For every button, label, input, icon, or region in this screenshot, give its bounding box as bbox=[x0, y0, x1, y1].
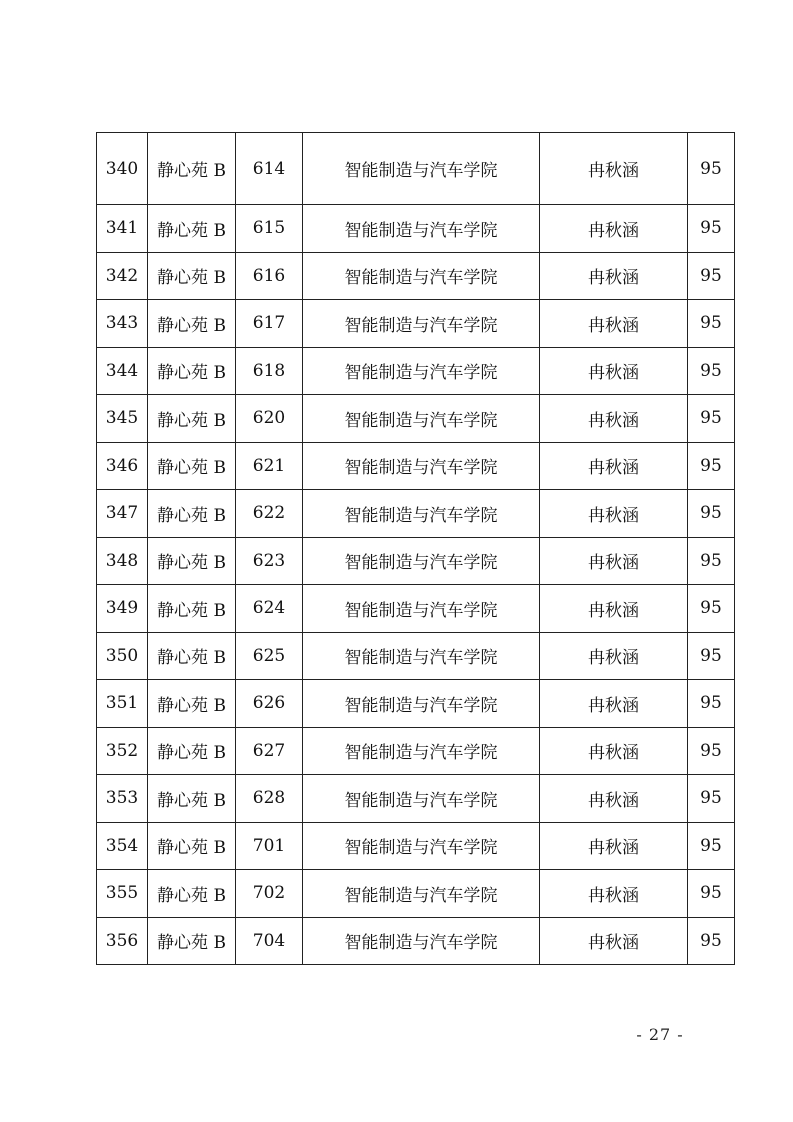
score-cell: 95 bbox=[688, 490, 735, 538]
score-cell: 95 bbox=[688, 537, 735, 585]
score-cell: 95 bbox=[688, 775, 735, 823]
college-cell: 智能制造与汽车学院 bbox=[303, 252, 540, 300]
building-cell: 静心苑 B bbox=[148, 585, 236, 633]
inspector-name-cell: 冉秋涵 bbox=[540, 300, 688, 348]
table-row bbox=[97, 395, 735, 443]
score-cell: 95 bbox=[688, 252, 735, 300]
row-number-cell: 350 bbox=[97, 632, 148, 680]
room-number-cell: 701 bbox=[236, 822, 303, 870]
inspector-name-cell: 冉秋涵 bbox=[540, 395, 688, 443]
score-cell: 95 bbox=[688, 133, 735, 205]
table-row bbox=[97, 252, 735, 300]
table-row bbox=[97, 205, 735, 253]
row-number-cell: 342 bbox=[97, 252, 148, 300]
inspector-name-cell: 冉秋涵 bbox=[540, 632, 688, 680]
room-number-cell: 702 bbox=[236, 870, 303, 918]
table-body bbox=[97, 133, 735, 965]
score-cell: 95 bbox=[688, 917, 735, 965]
table-row bbox=[97, 490, 735, 538]
room-number-cell: 616 bbox=[236, 252, 303, 300]
row-number-cell: 347 bbox=[97, 490, 148, 538]
room-number-cell: 626 bbox=[236, 680, 303, 728]
building-cell: 静心苑 B bbox=[148, 727, 236, 775]
table-row bbox=[97, 300, 735, 348]
table-row bbox=[97, 585, 735, 633]
score-cell: 95 bbox=[688, 870, 735, 918]
row-number-cell: 344 bbox=[97, 347, 148, 395]
table-row bbox=[97, 775, 735, 823]
inspector-name-cell: 冉秋涵 bbox=[540, 775, 688, 823]
table-row bbox=[97, 680, 735, 728]
college-cell: 智能制造与汽车学院 bbox=[303, 632, 540, 680]
college-cell: 智能制造与汽车学院 bbox=[303, 205, 540, 253]
room-number-cell: 621 bbox=[236, 442, 303, 490]
room-number-cell: 623 bbox=[236, 537, 303, 585]
row-number-cell: 345 bbox=[97, 395, 148, 443]
college-cell: 智能制造与汽车学院 bbox=[303, 133, 540, 205]
score-cell: 95 bbox=[688, 205, 735, 253]
building-cell: 静心苑 B bbox=[148, 300, 236, 348]
inspector-name-cell: 冉秋涵 bbox=[540, 680, 688, 728]
score-cell: 95 bbox=[688, 727, 735, 775]
page-number: - 27 - bbox=[636, 1025, 684, 1044]
building-cell: 静心苑 B bbox=[148, 822, 236, 870]
college-cell: 智能制造与汽车学院 bbox=[303, 775, 540, 823]
building-cell: 静心苑 B bbox=[148, 632, 236, 680]
row-number-cell: 356 bbox=[97, 917, 148, 965]
room-number-cell: 617 bbox=[236, 300, 303, 348]
score-cell: 95 bbox=[688, 300, 735, 348]
college-cell: 智能制造与汽车学院 bbox=[303, 537, 540, 585]
table-row bbox=[97, 347, 735, 395]
inspector-name-cell: 冉秋涵 bbox=[540, 205, 688, 253]
row-number-cell: 348 bbox=[97, 537, 148, 585]
inspector-name-cell: 冉秋涵 bbox=[540, 537, 688, 585]
row-number-cell: 355 bbox=[97, 870, 148, 918]
inspector-name-cell: 冉秋涵 bbox=[540, 870, 688, 918]
score-cell: 95 bbox=[688, 632, 735, 680]
score-cell: 95 bbox=[688, 680, 735, 728]
row-number-cell: 354 bbox=[97, 822, 148, 870]
building-cell: 静心苑 B bbox=[148, 395, 236, 443]
room-number-cell: 624 bbox=[236, 585, 303, 633]
score-cell: 95 bbox=[688, 347, 735, 395]
building-cell: 静心苑 B bbox=[148, 252, 236, 300]
inspector-name-cell: 冉秋涵 bbox=[540, 133, 688, 205]
building-cell: 静心苑 B bbox=[148, 537, 236, 585]
inspector-name-cell: 冉秋涵 bbox=[540, 252, 688, 300]
college-cell: 智能制造与汽车学院 bbox=[303, 917, 540, 965]
room-number-cell: 628 bbox=[236, 775, 303, 823]
building-cell: 静心苑 B bbox=[148, 917, 236, 965]
building-cell: 静心苑 B bbox=[148, 205, 236, 253]
college-cell: 智能制造与汽车学院 bbox=[303, 680, 540, 728]
row-number-cell: 352 bbox=[97, 727, 148, 775]
room-number-cell: 620 bbox=[236, 395, 303, 443]
college-cell: 智能制造与汽车学院 bbox=[303, 585, 540, 633]
table-row bbox=[97, 917, 735, 965]
college-cell: 智能制造与汽车学院 bbox=[303, 442, 540, 490]
inspector-name-cell: 冉秋涵 bbox=[540, 822, 688, 870]
college-cell: 智能制造与汽车学院 bbox=[303, 300, 540, 348]
inspector-name-cell: 冉秋涵 bbox=[540, 490, 688, 538]
building-cell: 静心苑 B bbox=[148, 347, 236, 395]
score-cell: 95 bbox=[688, 442, 735, 490]
college-cell: 智能制造与汽车学院 bbox=[303, 347, 540, 395]
table-row bbox=[97, 133, 735, 205]
inspector-name-cell: 冉秋涵 bbox=[540, 442, 688, 490]
table-row bbox=[97, 822, 735, 870]
row-number-cell: 343 bbox=[97, 300, 148, 348]
row-number-cell: 340 bbox=[97, 133, 148, 205]
table-row bbox=[97, 632, 735, 680]
row-number-cell: 349 bbox=[97, 585, 148, 633]
score-cell: 95 bbox=[688, 585, 735, 633]
row-number-cell: 353 bbox=[97, 775, 148, 823]
room-number-cell: 627 bbox=[236, 727, 303, 775]
college-cell: 智能制造与汽车学院 bbox=[303, 727, 540, 775]
score-cell: 95 bbox=[688, 822, 735, 870]
table-row bbox=[97, 537, 735, 585]
table-row bbox=[97, 727, 735, 775]
room-number-cell: 625 bbox=[236, 632, 303, 680]
row-number-cell: 346 bbox=[97, 442, 148, 490]
building-cell: 静心苑 B bbox=[148, 490, 236, 538]
room-number-cell: 615 bbox=[236, 205, 303, 253]
building-cell: 静心苑 B bbox=[148, 775, 236, 823]
building-cell: 静心苑 B bbox=[148, 133, 236, 205]
room-number-cell: 704 bbox=[236, 917, 303, 965]
row-number-cell: 341 bbox=[97, 205, 148, 253]
college-cell: 智能制造与汽车学院 bbox=[303, 870, 540, 918]
college-cell: 智能制造与汽车学院 bbox=[303, 822, 540, 870]
room-number-cell: 622 bbox=[236, 490, 303, 538]
building-cell: 静心苑 B bbox=[148, 680, 236, 728]
college-cell: 智能制造与汽车学院 bbox=[303, 490, 540, 538]
table-row bbox=[97, 870, 735, 918]
inspector-name-cell: 冉秋涵 bbox=[540, 347, 688, 395]
table-row bbox=[97, 442, 735, 490]
row-number-cell: 351 bbox=[97, 680, 148, 728]
inspector-name-cell: 冉秋涵 bbox=[540, 585, 688, 633]
dormitory-score-table bbox=[96, 132, 735, 965]
inspector-name-cell: 冉秋涵 bbox=[540, 727, 688, 775]
room-number-cell: 618 bbox=[236, 347, 303, 395]
score-cell: 95 bbox=[688, 395, 735, 443]
inspector-name-cell: 冉秋涵 bbox=[540, 917, 688, 965]
room-number-cell: 614 bbox=[236, 133, 303, 205]
college-cell: 智能制造与汽车学院 bbox=[303, 395, 540, 443]
building-cell: 静心苑 B bbox=[148, 870, 236, 918]
building-cell: 静心苑 B bbox=[148, 442, 236, 490]
